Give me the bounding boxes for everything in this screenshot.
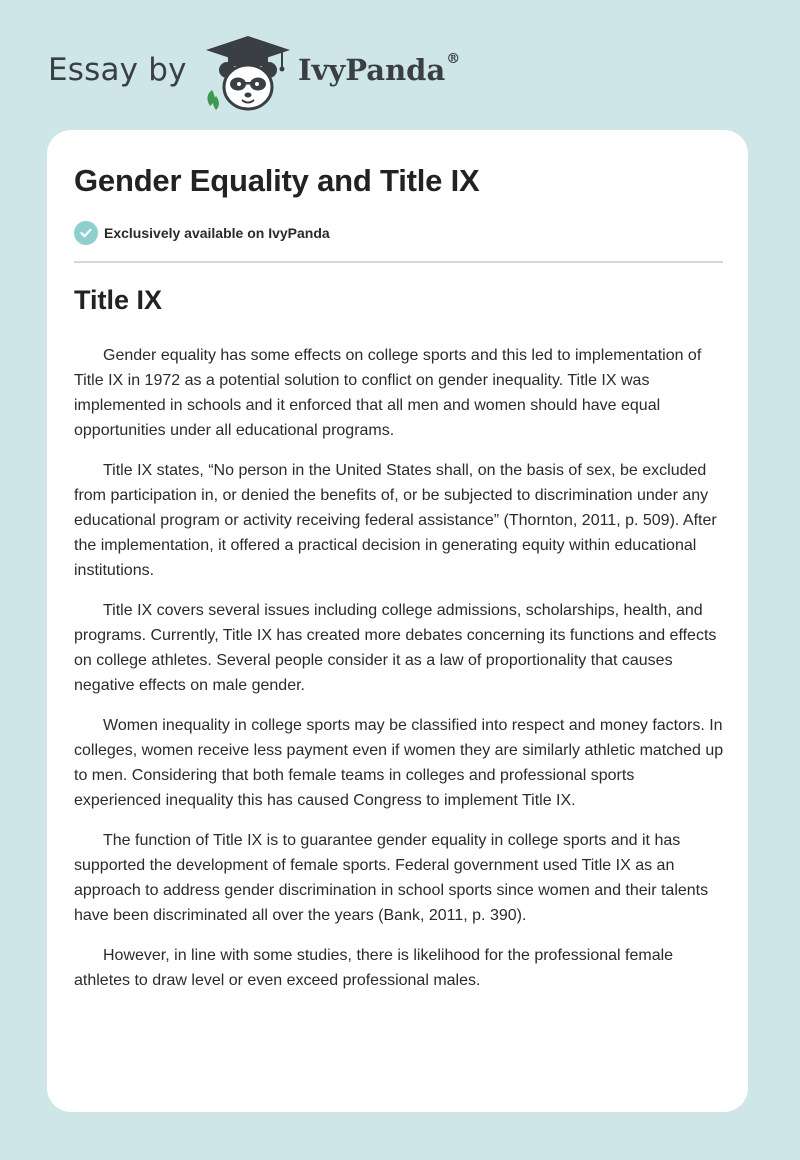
divider	[74, 261, 723, 263]
article-body	[74, 343, 724, 1008]
panda-graduate-logo-icon[interactable]	[202, 34, 294, 112]
paragraph: Women inequality in college sports may be classified into respect and money factors. In colleges, women receive less payment even if women they are similarly athletic matched up to men. Considering that both female teams in colleges and professional sports experienced inequality this has caused Congress to implement Title IX.	[74, 717, 724, 809]
exclusive-badge	[74, 221, 330, 245]
paragraph: Title IX covers several issues including college admissions, scholarships, health, and programs. Currently, Title IX has created more debates concerning its functions and effects on college athletes. Several people consider it as a law of proportionality that causes negative effects on male gender.	[74, 602, 717, 694]
paragraph: Gender equality has some effects on college sports and this led to implementation of Title IX in 1972 as a potential solution to conflict on gender inequality. Title IX was implemented in schools and it enforced that all men and women should have equal opportunities under all educational programs.	[74, 347, 702, 439]
essay-by-label: Essay by	[48, 52, 187, 88]
paragraph: Title IX states, “No person in the United States shall, on the basis of sex, be excluded from participation in, or denied the benefits of, or be subjected to discrimination under any educational program or activity receiving federal assistance” (Thornton, 2011, p. 509). After the implementation, it offered a practical decision in generating equity within educational institutions.	[74, 462, 717, 579]
exclusive-label: Exclusively available on IvyPanda	[104, 225, 330, 241]
page-title: Gender Equality and Title IX	[74, 163, 480, 198]
brand-name[interactable]	[298, 53, 460, 87]
section-heading: Title IX	[74, 285, 163, 315]
essay-card	[47, 130, 748, 1112]
paragraph: However, in line with some studies, there is likelihood for the professional female athletes to draw level or even exceed professional males.	[74, 947, 674, 989]
paragraph: The function of Title IX is to guarantee gender equality in college sports and it has supported the development of female sports. Federal government used Title IX as an approach to address gender discrimination in school sports since women and their talents have been discriminated all over the years (Bank, 2011, p. 390).	[74, 832, 709, 924]
site-header	[48, 30, 508, 112]
registered-mark: ®	[446, 51, 461, 67]
check-circle-icon	[74, 221, 98, 245]
brand-name-text: IvyPanda	[298, 53, 446, 87]
